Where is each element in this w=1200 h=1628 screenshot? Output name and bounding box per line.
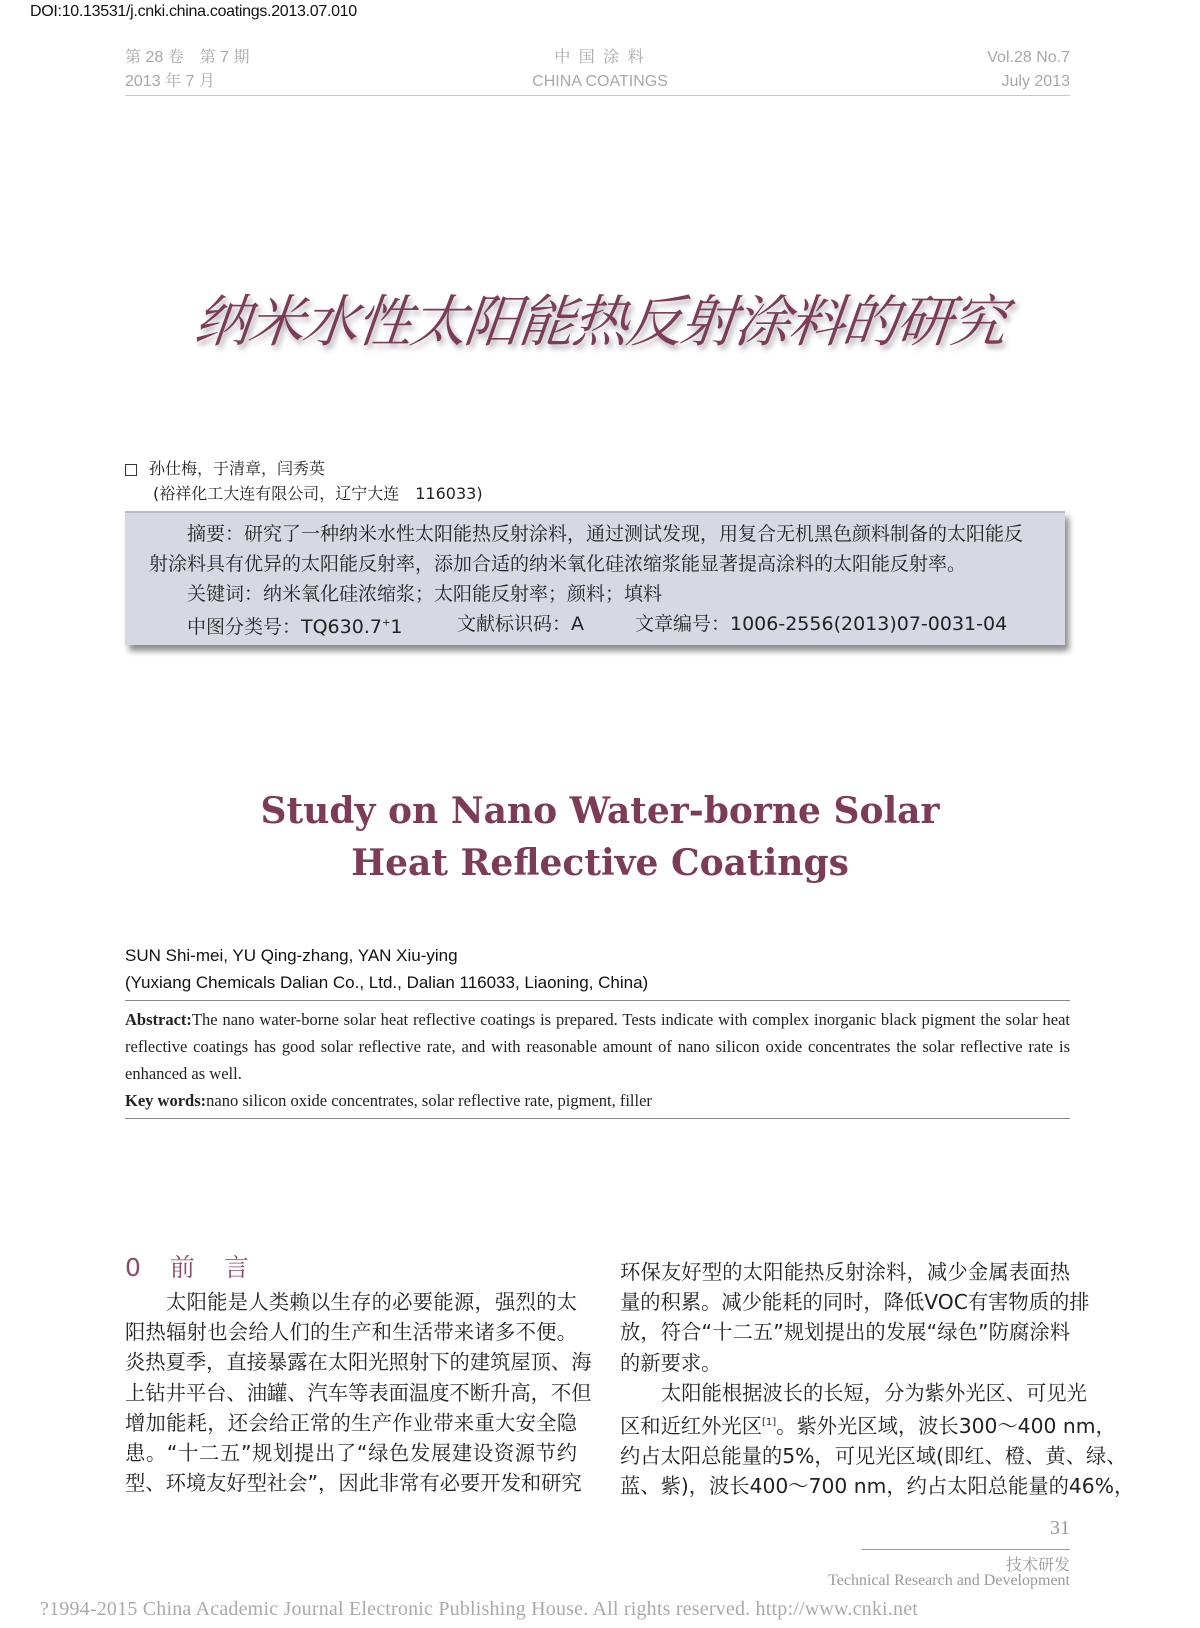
body-line: 患。“十二五”规划提出了“绿色发展建设资源节约 — [125, 1441, 577, 1466]
header-volume: 第 28 卷 第 7 期 — [125, 49, 250, 66]
english-title — [0, 785, 1200, 889]
body-column-left — [125, 1287, 592, 1498]
abstract-line-1: 摘要：研究了一种纳米水性太阳能热反射涂料，通过测试发现，用复合无机黑色颜料制备的太阳能反 — [149, 523, 1024, 545]
body-line: 环保友好型的太阳能热反射涂料，减少金属表面热 — [620, 1260, 1070, 1284]
body-line: 型、环境友好型社会”，因此非常有必要开发和研究 — [125, 1471, 582, 1496]
section-label-cn: 技术研发 — [1005, 1555, 1070, 1574]
classification-line — [149, 609, 1043, 642]
body-line: 蓝、紫)，波长400～700 nm，约占太阳总能量的46%， — [620, 1474, 1135, 1499]
chinese-affiliation: (裕祥化工大连有限公司，辽宁大连 116033) — [153, 484, 483, 503]
chinese-title: 纳米水性太阳能热反射涂料的研究 — [191, 290, 1008, 355]
english-abstract-text: Abstract:The nano water-borne solar heat reflective coatings is prepared. Tests indicate with complex inorganic black pigment the solar heat reflective coatings has good solar reflective rate, and with reasonable amount of nano silicon oxide concentrates the solar reflective rate is enhanced as well. — [125, 1010, 1070, 1083]
document-code: 文献标识码：A — [457, 613, 584, 635]
body-line: 的新要求。 — [620, 1350, 722, 1375]
article-number: 文章编号：1006-2556(2013)07-0031-04 — [635, 613, 1008, 635]
body-line: 约占太阳总能量的5%，可见光区域(即红、橙、黄、绿、 — [620, 1443, 1127, 1468]
header-volume-issue — [125, 46, 249, 94]
header-date-en: July 2013 — [1001, 73, 1070, 90]
english-title-line-1: Study on Nano Water-borne Solar — [260, 790, 940, 832]
body-line: 增加能耗，还会给正常的生产作业带来重大安全隐 — [125, 1410, 577, 1435]
body-line: 太阳能根据波长的长短，分为紫外光区、可见光 — [661, 1380, 1087, 1405]
english-authors: SUN Shi-mei, YU Qing-zhang, YAN Xiu-ying — [125, 946, 458, 965]
chinese-authors: 孙仕梅，于清章，闫秀英 — [149, 459, 326, 478]
header-vol-en — [987, 46, 1070, 94]
english-authors-block — [125, 942, 648, 996]
english-keywords: Key words:nano silicon oxide concentrates, solar reflective rate, pigment, filler — [125, 1091, 652, 1110]
english-affiliation: (Yuxiang Chemicals Dalian Co., Ltd., Dalian 116033, Liaoning, China) — [125, 973, 649, 992]
page-number: 31 — [1050, 1517, 1070, 1539]
body-line: 阳热辐射也会给人们的生产和生活带来诸多不便。 — [125, 1320, 577, 1345]
chinese-abstract-box — [125, 511, 1065, 645]
body-line: 炎热夏季，直接暴露在太阳光照射下的建筑屋顶、海 — [125, 1350, 592, 1375]
body-line: 放，符合“十二五”规划提出的发展“绿色”防腐涂料 — [620, 1320, 1070, 1345]
header-date-cn: 2013 年 7 月 — [125, 73, 215, 90]
abstract-bottom-rule — [125, 1118, 1070, 1119]
abstract-top-rule — [125, 1000, 1070, 1001]
header-vol-no: Vol.28 No.7 — [987, 49, 1070, 66]
square-bullet-icon — [125, 464, 137, 476]
body-line: 区和近红外光区[1]。紫外光区域，波长300～400 nm， — [620, 1413, 1116, 1438]
footer-divider — [862, 1549, 1070, 1550]
english-abstract — [125, 1006, 1070, 1114]
section-heading: 0 前 言 — [125, 1253, 251, 1282]
header-journal — [480, 46, 720, 94]
chinese-keywords: 关键词：纳米氧化硅浓缩浆；太阳能反射率；颜料；填料 — [149, 583, 663, 605]
journal-name-en: CHINA COATINGS — [532, 73, 668, 90]
chinese-authors-block — [125, 456, 483, 506]
copyright-notice: ?1994-2015 China Academic Journal Electronic Publishing House. All rights reserved. http://www.cnki.net — [40, 1598, 919, 1620]
journal-name-cn: 中 国 涂 料 — [554, 49, 646, 66]
english-title-line-2: Heat Reflective Coatings — [351, 842, 849, 884]
clc-number: 中图分类号：TQ630.7+1 — [149, 616, 403, 639]
citation-ref[interactable]: [1] — [761, 1417, 777, 1429]
body-line: 量的积累。减少能耗的同时，降低VOC有害物质的排 — [620, 1290, 1090, 1315]
section-label-en: Technical Research and Development — [828, 1572, 1070, 1589]
abstract-line-2: 射涂料具有优异的太阳能反射率，添加合适的纳米氧化硅浓缩浆能显著提高涂料的太阳能反射率。 — [149, 553, 967, 575]
body-line: 太阳能是人类赖以生存的必要能源，强烈的太 — [166, 1290, 577, 1314]
body-line: 上钻井平台、油罐、汽车等表面温度不断升高，不但 — [125, 1380, 592, 1405]
header-divider — [125, 95, 1070, 96]
body-column-right — [620, 1257, 1135, 1501]
doi-text: DOI:10.13531/j.cnki.china.coatings.2013.07.010 — [30, 3, 357, 20]
